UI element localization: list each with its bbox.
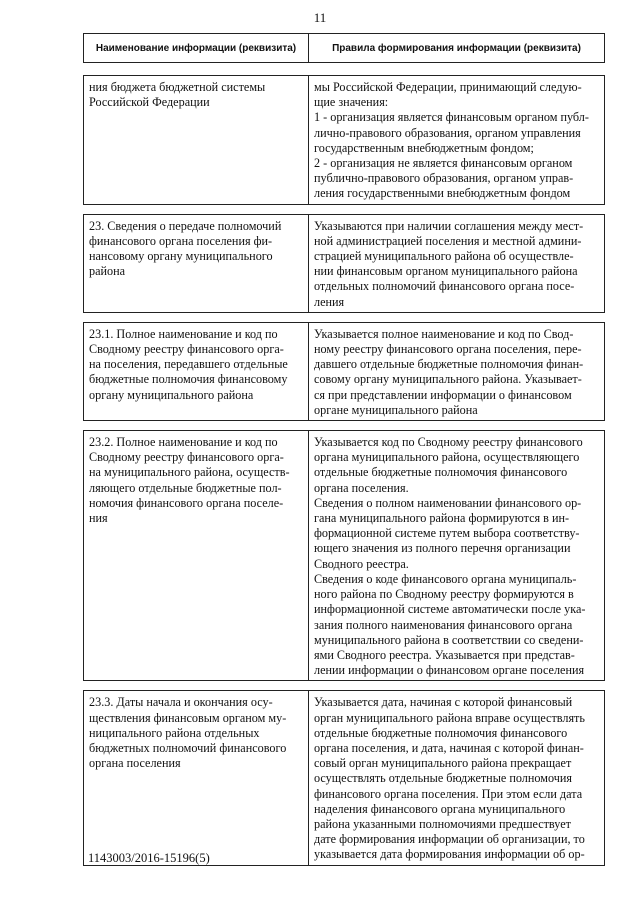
text-line: формационной системе путем выбора соответству- [314, 526, 580, 541]
text-line: совый орган муниципального района прекращает [314, 756, 572, 771]
text-line: нии финансовым органом муниципального района [314, 264, 578, 279]
text-line: мы Российской Федерации, принимающий следую- [314, 80, 582, 94]
text-line: 2 - организация не является финансовым органом [314, 156, 573, 171]
text-line: ществления финансовым органом му- [89, 710, 287, 725]
text-line: района [89, 264, 126, 279]
text-line: ления государственными внебюджетным фондом [314, 186, 571, 201]
text-line: ся при представлении информации о финансовом [314, 387, 572, 402]
table-row [83, 75, 605, 205]
text-line: 23. Сведения о передаче полномочий [89, 218, 282, 233]
text-line: публично-правового образования, органом управ- [314, 171, 574, 186]
text-line: ному реестру финансового органа поселения, пере- [314, 342, 582, 357]
text-line: номочия финансового органа поселе- [89, 495, 284, 510]
text-line: нансовому органу муниципального [89, 249, 273, 264]
text-line: Сводному реестру финансового орга- [89, 342, 284, 357]
row-rules-cell [309, 691, 604, 864]
text-line: на поселения, передавшего отдельные [89, 357, 288, 372]
text-line: ния [89, 511, 108, 526]
text-line: Сведения о полном наименовании финансового ор- [314, 495, 582, 510]
text-line: органа поселения. [314, 480, 409, 495]
text-line: информационной системе автоматически после ука- [314, 602, 586, 617]
table-row [83, 214, 605, 313]
text-line: Указывается дата, начиная с которой финансовый [314, 695, 573, 710]
text-line: ями Сводного реестра. Указывается при представ- [314, 647, 575, 662]
row-name-cell [84, 215, 309, 312]
text-line: указывается дата формирования информации об ор- [314, 847, 585, 862]
text-line: орган муниципального района вправе осуществлять [314, 710, 585, 725]
table-row [83, 322, 605, 421]
text-line: органа поселения [89, 756, 181, 771]
header-col-rules: Правила формирования информации (реквизита) [332, 42, 581, 54]
row-name-cell [84, 691, 309, 864]
text-line: бюджетные полномочия финансовому [89, 372, 288, 387]
text-line: ния бюджета бюджетной системы [89, 80, 266, 94]
text-line: района указанными полномочиями предшествует [314, 816, 571, 831]
text-line: государственным внебюджетным фондом; [314, 140, 534, 155]
text-line: Сведения о коде финансового органа муниципаль- [314, 571, 577, 586]
text-line: страцией муниципального района об осуществле- [314, 249, 574, 264]
table-body [83, 75, 605, 875]
document-code: 1143003/2016-15196(5) [88, 851, 210, 865]
text-line: 23.1. Полное наименование и код по [89, 326, 278, 341]
row-rules-cell [309, 431, 604, 680]
text-line: Российской Федерации [89, 95, 210, 110]
text-line: осуществлять отдельные бюджетные полномочия [314, 771, 573, 786]
text-line: ления [314, 294, 345, 309]
text-line: бюджетных полномочий финансового [89, 740, 287, 755]
row-name-cell [84, 431, 309, 680]
text-line: Указывается полное наименование и код по Свод- [314, 326, 574, 341]
text-line: ющего значения из полного перечня организации [314, 541, 571, 556]
text-line: лении информации о финансовом органе поселения [314, 663, 585, 678]
text-line: отдельные бюджетные полномочия финансового [314, 465, 568, 480]
text-line: давшего отдельные бюджетные полномочия финан- [314, 357, 584, 372]
text-line: финансового органа поселения. При этом если дата [314, 786, 583, 801]
row-rules-cell [309, 215, 604, 312]
text-line: органа муниципального района, осуществляющего [314, 450, 580, 465]
table-row [83, 430, 605, 681]
text-line: зания полного наименования финансового органа [314, 617, 573, 632]
table-header [83, 33, 605, 63]
text-line: Сводному реестру финансового орга- [89, 450, 284, 465]
text-line: отдельных полномочий финансового органа посе- [314, 279, 575, 294]
text-line: дате формирования информации об организации, то [314, 832, 585, 847]
text-line: лично-правового образования, органом управления [314, 125, 581, 140]
text-line: отдельные бюджетные полномочия финансового [314, 725, 568, 740]
text-line: Сводного реестра. [314, 556, 409, 571]
text-line: ниципального района отдельных [89, 725, 260, 740]
page-number: 11 [313, 10, 327, 25]
text-line: финансового органа поселения фи- [89, 233, 273, 248]
text-line: ного района по Сводному реестру формируются в [314, 587, 574, 602]
text-line: на муниципального района, осуществ- [89, 465, 290, 480]
text-line: органе муниципального района [314, 402, 478, 417]
text-line: наделения финансового органа муниципального [314, 801, 566, 816]
text-line: муниципального района в соответствии со сведени- [314, 632, 584, 647]
text-line: 1 - организация является финансовым органом публ- [314, 110, 589, 125]
text-line: ляющего отдельные бюджетные пол- [89, 480, 282, 495]
text-line: Указываются при наличии соглашения между мест- [314, 218, 584, 233]
text-line: органа поселения, и дата, начиная с которой финан- [314, 740, 584, 755]
text-line: органу муниципального района [89, 387, 254, 402]
text-line: 23.2. Полное наименование и код по [89, 435, 278, 450]
text-line: ной администрацией поселения и местной админи- [314, 233, 582, 248]
text-line: гана муниципального района формируются в ин- [314, 511, 570, 526]
row-name-cell [84, 76, 309, 204]
text-line: совому органу муниципального района. Указывает- [314, 372, 582, 387]
row-rules-cell [309, 323, 604, 420]
text-line: щие значения: [314, 95, 389, 110]
table-row [83, 690, 605, 865]
header-col-name: Наименование информации (реквизита) [84, 34, 309, 62]
row-name-cell [84, 323, 309, 420]
text-line: Указывается код по Сводному реестру финансового [314, 435, 583, 450]
text-line: 23.3. Даты начала и окончания осу- [89, 695, 273, 710]
row-rules-cell [309, 76, 604, 204]
